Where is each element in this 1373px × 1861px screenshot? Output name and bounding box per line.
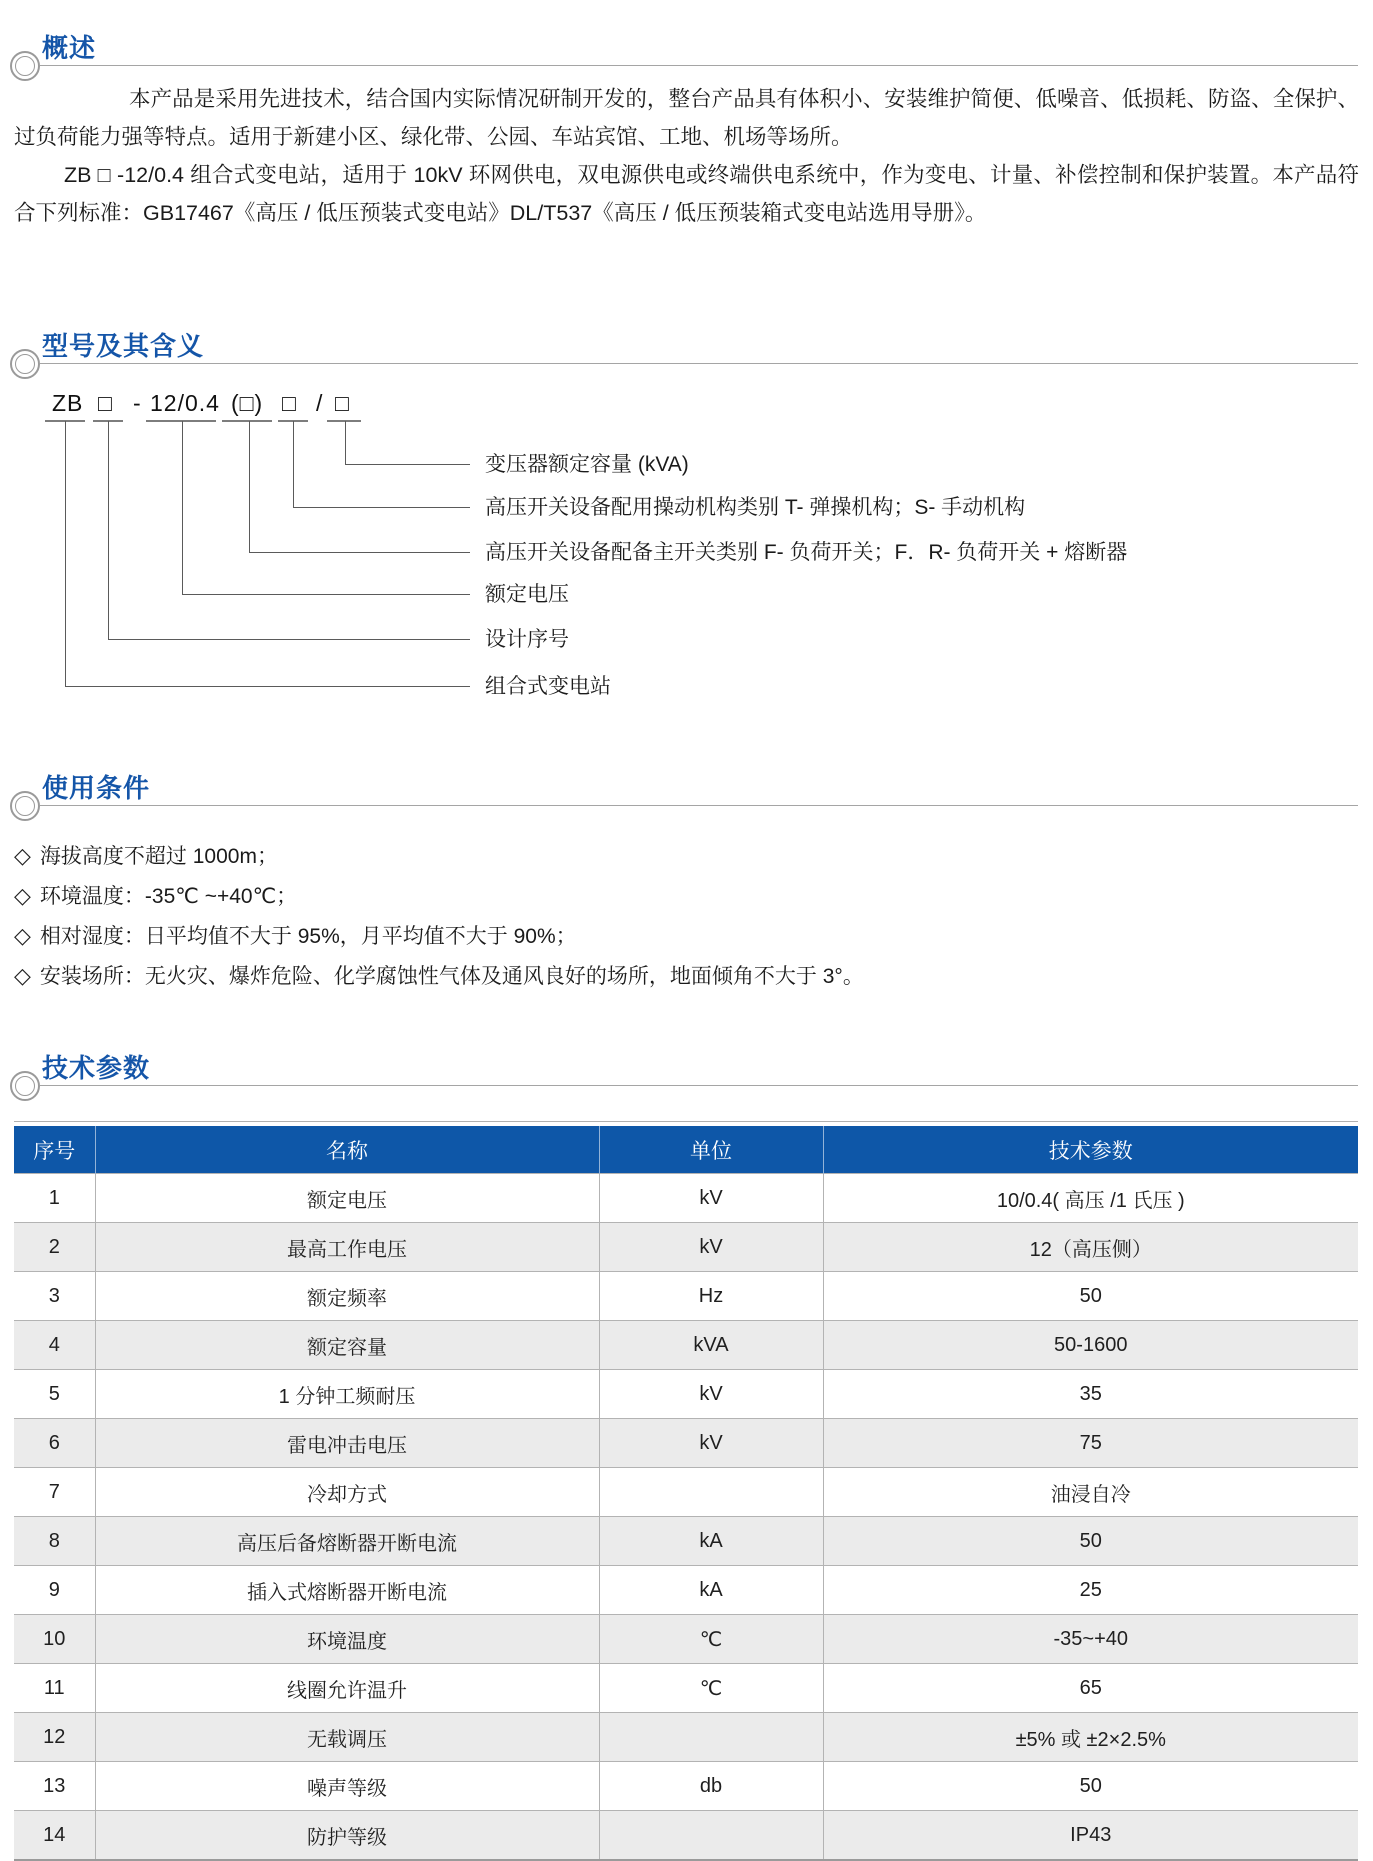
section-title-overview: 概述 [42, 33, 97, 63]
circle-ornament-icon [10, 51, 40, 81]
table-header-cell: 名称 [95, 1126, 599, 1174]
circle-ornament-icon [10, 349, 40, 379]
overview-paragraphs [14, 80, 1359, 232]
table-row [14, 1615, 1358, 1664]
bullet-item [14, 916, 1359, 956]
table-header-cell: 序号 [33, 1139, 76, 1163]
table-cell: db [599, 1762, 823, 1811]
table-cell: kVA [599, 1321, 823, 1370]
table-cell: 防护等级 [95, 1811, 599, 1861]
diagram-label: 变压器额定容量 (kVA) [485, 453, 689, 476]
table-cell: 冷却方式 [95, 1468, 599, 1517]
bullet-text: 海拔高度不超过 1000m； [39, 845, 278, 868]
table-cell: 7 [14, 1468, 95, 1517]
table-top-rule [14, 1121, 1358, 1122]
table-row [14, 1223, 1358, 1272]
table-body [14, 1174, 1358, 1861]
diagram-label: 设计序号 [485, 628, 569, 651]
model-code-part: □ [98, 390, 113, 416]
diamond-icon: ◇ [14, 883, 31, 908]
table-cell: 油浸自冷 [823, 1468, 1358, 1517]
table-cell: 50-1600 [823, 1321, 1358, 1370]
table-cell: 4 [14, 1321, 95, 1370]
table-cell: ±5% 或 ±2×2.5% [823, 1713, 1358, 1762]
diagram-label: 额定电压 [485, 583, 569, 606]
bullet-item [14, 876, 1359, 916]
table-row [14, 1811, 1358, 1861]
model-code-part: - [133, 390, 142, 416]
section-divider [40, 363, 1358, 364]
table-cell: Hz [599, 1272, 823, 1321]
bullet-text: 相对湿度：日平均值不大于 95%，月平均值不大于 90%； [39, 925, 577, 948]
table-cell: 50 [823, 1762, 1358, 1811]
table-cell: 12（高压侧） [823, 1223, 1358, 1272]
table-cell: 8 [14, 1517, 95, 1566]
bullet-text: 环境温度：-35℃ ~+40℃； [39, 885, 298, 908]
diamond-icon: ◇ [14, 923, 31, 948]
model-code-part: 12/0.4 [150, 390, 220, 416]
circle-ornament-icon [10, 1071, 40, 1101]
table-header-cell: 单位 [599, 1126, 823, 1174]
table-row [14, 1762, 1358, 1811]
overview-paragraph: 本产品是采用先进技术，结合国内实际情况研制开发的，整台产品具有体积小、安装维护简便、低噪音、低损耗、防盗、全保护、过负荷能力强等特点。适用于新建小区、绿化带、公园、车站宾馆、工地、机场等场所。 [14, 87, 1359, 149]
table-cell: 雷电冲击电压 [95, 1419, 599, 1468]
table-cell: kV [599, 1419, 823, 1468]
table-cell [599, 1811, 823, 1861]
table-cell: 35 [823, 1370, 1358, 1419]
model-code-part: ZB [52, 390, 84, 416]
table-cell: kV [599, 1370, 823, 1419]
model-code-part: / [316, 390, 324, 416]
table-cell: 噪声等级 [95, 1762, 599, 1811]
diamond-icon: ◇ [14, 963, 31, 988]
table-header-row [14, 1126, 1358, 1174]
table-cell: 10 [14, 1615, 95, 1664]
model-diagram [0, 388, 1373, 708]
table-cell: 65 [823, 1664, 1358, 1713]
diagram-label: 组合式变电站 [485, 675, 611, 698]
circle-ornament-icon [10, 791, 40, 821]
table-header-cell: 技术参数 [823, 1126, 1358, 1174]
diamond-icon: ◇ [14, 843, 31, 868]
table-cell: ℃ [599, 1615, 823, 1664]
section-divider [40, 1085, 1358, 1086]
table-cell: kA [599, 1566, 823, 1615]
model-code-part: □ [282, 390, 297, 416]
table-cell: 额定容量 [95, 1321, 599, 1370]
table-cell: -35~+40 [823, 1615, 1358, 1664]
table-row [14, 1468, 1358, 1517]
table-cell: IP43 [823, 1811, 1358, 1861]
table-row [14, 1664, 1358, 1713]
section-title-conditions: 使用条件 [42, 773, 151, 803]
table-row [14, 1174, 1358, 1223]
table-cell: 额定频率 [95, 1272, 599, 1321]
bullet-item [14, 836, 1359, 876]
parameters-table [14, 1126, 1358, 1861]
table-cell: 最高工作电压 [95, 1223, 599, 1272]
diagram-label: 高压开关设备配用操动机构类别 T- 弹操机构；S- 手动机构 [485, 496, 1026, 519]
table-cell: 50 [823, 1517, 1358, 1566]
diagram-connector-line [65, 421, 470, 687]
table-cell: kV [599, 1174, 823, 1223]
table-cell: 插入式熔断器开断电流 [95, 1566, 599, 1615]
table-cell: 额定电压 [95, 1174, 599, 1223]
table-cell: 6 [14, 1419, 95, 1468]
table-cell: kV [599, 1223, 823, 1272]
table-row [14, 1272, 1358, 1321]
table-cell: 1 分钟工频耐压 [95, 1370, 599, 1419]
table-row [14, 1321, 1358, 1370]
table-cell: 14 [14, 1811, 95, 1861]
table-cell: 75 [823, 1419, 1358, 1468]
table-cell: 11 [14, 1664, 95, 1713]
table-cell: 9 [14, 1566, 95, 1615]
table-cell: 50 [823, 1272, 1358, 1321]
table-cell: 环境温度 [95, 1615, 599, 1664]
conditions-list [14, 836, 1359, 996]
table-cell: kA [599, 1517, 823, 1566]
overview-paragraph: ZB □ -12/0.4 组合式变电站，适用于 10kV 环网供电，双电源供电或终端供电系统中，作为变电、计量、补偿控制和保护装置。本产品符合下列标准：GB17467《高压 / 低压预装式变电站》DL/T537《高压 / 低压预装箱式变电站选用导册》。 [14, 163, 1359, 225]
table-row [14, 1517, 1358, 1566]
table-row [14, 1419, 1358, 1468]
table-row [14, 1566, 1358, 1615]
table-cell: 10/0.4( 高压 /1 氏压 ) [823, 1174, 1358, 1223]
table-cell: 高压后备熔断器开断电流 [95, 1517, 599, 1566]
bullet-text: 安装场所：无火灾、爆炸危险、化学腐蚀性气体及通风良好的场所，地面倾角不大于 3°。 [39, 965, 864, 988]
table-cell: 12 [14, 1713, 95, 1762]
table-cell: 无载调压 [95, 1713, 599, 1762]
parameters-table-wrap [14, 1126, 1358, 1861]
table-cell: 线圈允许温升 [95, 1664, 599, 1713]
table-row [14, 1713, 1358, 1762]
table-cell: 13 [14, 1762, 95, 1811]
table-cell: 2 [14, 1223, 95, 1272]
bullet-item [14, 956, 1359, 996]
section-divider [40, 805, 1358, 806]
table-row [14, 1370, 1358, 1419]
table-cell: 1 [14, 1174, 95, 1223]
table-cell [599, 1468, 823, 1517]
model-code-part: (□) [231, 390, 264, 416]
table-cell: 3 [14, 1272, 95, 1321]
table-cell: ℃ [599, 1664, 823, 1713]
section-title-parameters: 技术参数 [42, 1053, 151, 1083]
table-cell [599, 1713, 823, 1762]
model-code-part: □ [335, 390, 350, 416]
section-title-model: 型号及其含义 [42, 331, 205, 361]
diagram-label: 高压开关设备配备主开关类别 F- 负荷开关；F．R- 负荷开关 + 熔断器 [485, 541, 1128, 564]
section-divider [40, 65, 1358, 66]
table-cell: 5 [14, 1370, 95, 1419]
table-cell: 25 [823, 1566, 1358, 1615]
